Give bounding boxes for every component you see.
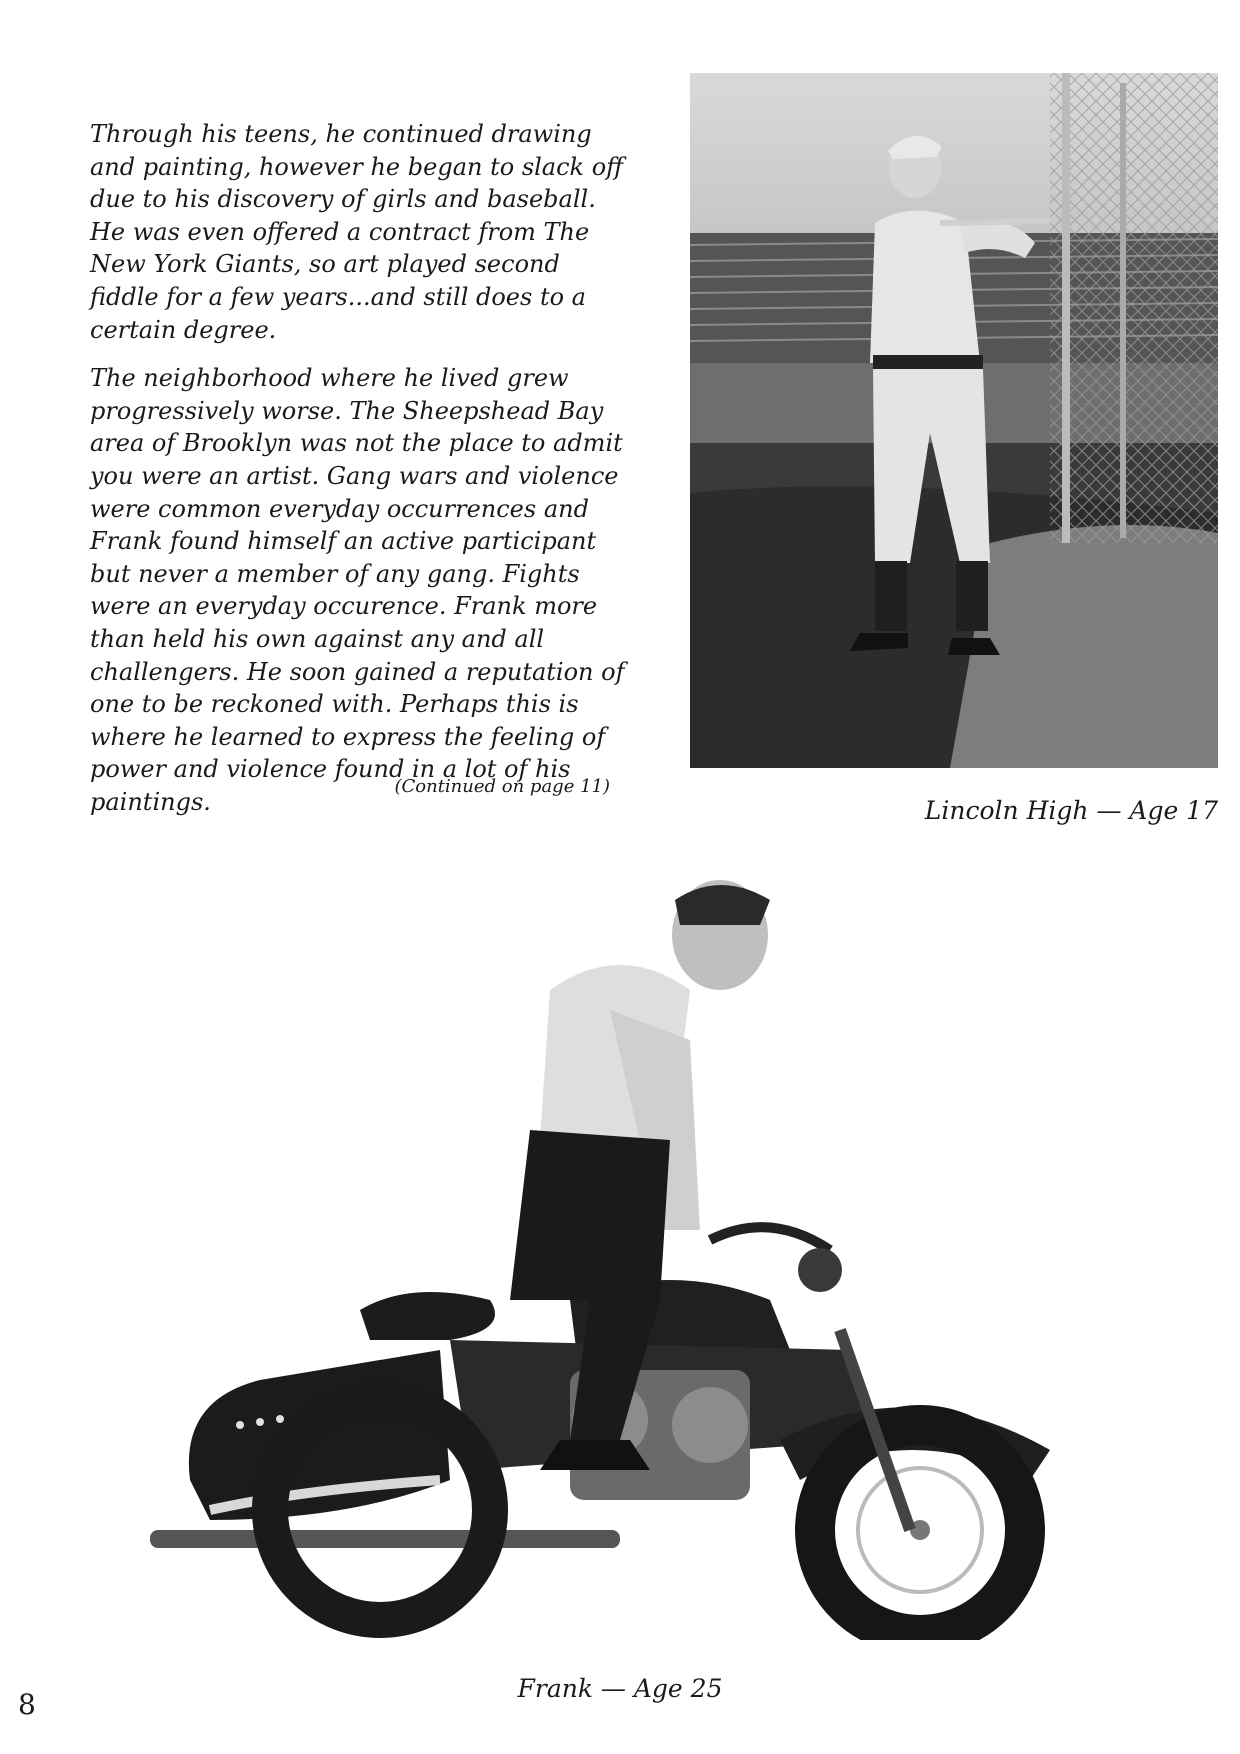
paragraph-2: The neighborhood where he lived grew progressively worse. The Sheepshead Bay area of Brooklyn was not the place to admit you were an artist. Gang wars and violence were common everyday occurrences and Frank found himself an active participant but never a member of any gang. Fights were an everyday occurence. Frank more than held his own against any and all challengers. He soon gained a reputation of one to be reckoned with. Perhaps this is where he learned to express the feeling of power and violence found in a lot of his paintings. xyxy=(90,364,625,816)
motorcycle-caption: Frank — Age 25 xyxy=(517,1674,723,1703)
continued-note: (Continued on page 11) xyxy=(394,776,610,797)
article-body xyxy=(90,118,630,834)
baseball-caption: Lincoln High — Age 17 xyxy=(924,796,1218,825)
baseball-photo-image xyxy=(690,73,1218,768)
motorcycle-photo-image xyxy=(150,880,1140,1640)
motorcycle-photo xyxy=(150,880,1140,1640)
page-number: 8 xyxy=(18,1688,36,1721)
baseball-photo xyxy=(690,73,1218,768)
paragraph-1: Through his teens, he continued drawing and painting, however he began to slack off due to his discovery of girls and baseball. He was even offered a contract from The New York Giants, so art played second fiddle for a few years...and still does to a certain degree. xyxy=(90,120,624,344)
